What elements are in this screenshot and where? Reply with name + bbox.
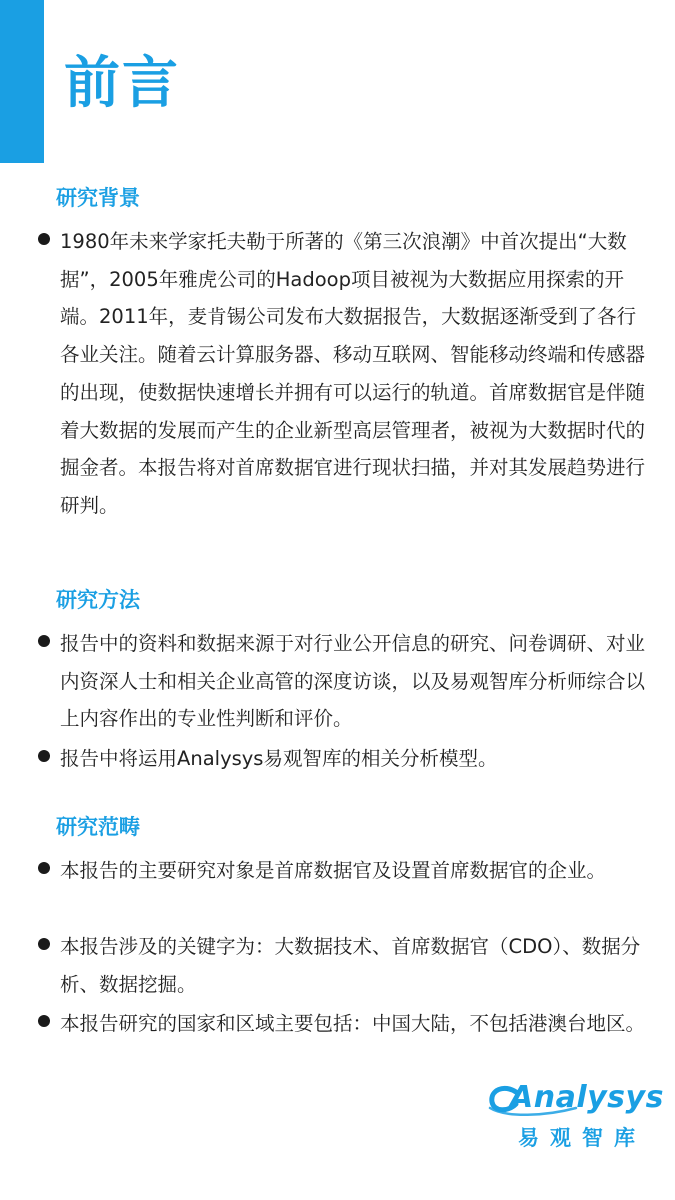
list-item xyxy=(38,740,648,778)
bullet-icon xyxy=(38,938,50,950)
title-accent-bar xyxy=(0,0,44,163)
bullet-text: 报告中的资料和数据来源于对行业公开信息的研究、问卷调研、对业内资深人士和相关企业高管的深度访谈，以及易观智库分析师综合以上内容作出的专业性判断和评价。 xyxy=(60,632,646,731)
section-heading-background: 研究背景 xyxy=(56,186,140,210)
list-item xyxy=(38,1005,648,1043)
logo-english-text: Analysys xyxy=(510,1080,664,1115)
bullet-icon xyxy=(38,635,50,647)
bullet-icon xyxy=(38,862,50,874)
list-item xyxy=(38,223,648,525)
bullet-icon xyxy=(38,1015,50,1027)
bullet-text: 本报告研究的国家和区域主要包括：中国大陆，不包括港澳台地区。 xyxy=(60,1012,646,1035)
logo-chinese-text: 易观智库 xyxy=(518,1126,646,1150)
analysys-logo xyxy=(486,1078,664,1160)
page-title: 前言 xyxy=(64,51,180,116)
bullet-text: 本报告的主要研究对象是首席数据官及设置首席数据官的企业。 xyxy=(60,859,607,882)
bullet-text: 本报告涉及的关键字为：大数据技术、首席数据官（CDO）、数据分析、数据挖掘。 xyxy=(60,935,641,996)
bullet-icon xyxy=(38,750,50,762)
bullet-icon xyxy=(38,233,50,245)
list-item xyxy=(38,928,648,1003)
section-heading-scope: 研究范畴 xyxy=(56,815,140,839)
logo-wordmark xyxy=(486,1078,664,1122)
bullet-text: 1980年未来学家托夫勒于所著的《第三次浪潮》中首次提出“大数据”，2005年雅虎公司的Hadoop项目被视为大数据应用探索的开端。2011年，麦肯锡公司发布大数据报告，大数据逐渐受到了各行各业关注。随着云计算服务器、移动互联网、智能移动终端和传感器的出现，使数据快速增长并拥有可以运行的轨道。首席数据官是伴随着大数据的发展而产生的企业新型高层管理者，被视为大数据时代的掘金者。本报告将对首席数据官进行现状扫描，并对其发展趋势进行研判。 xyxy=(60,230,646,517)
list-item xyxy=(38,852,648,890)
section-heading-method: 研究方法 xyxy=(56,588,140,612)
list-item xyxy=(38,625,648,738)
bullet-text: 报告中将运用Analysys易观智库的相关分析模型。 xyxy=(60,747,498,770)
